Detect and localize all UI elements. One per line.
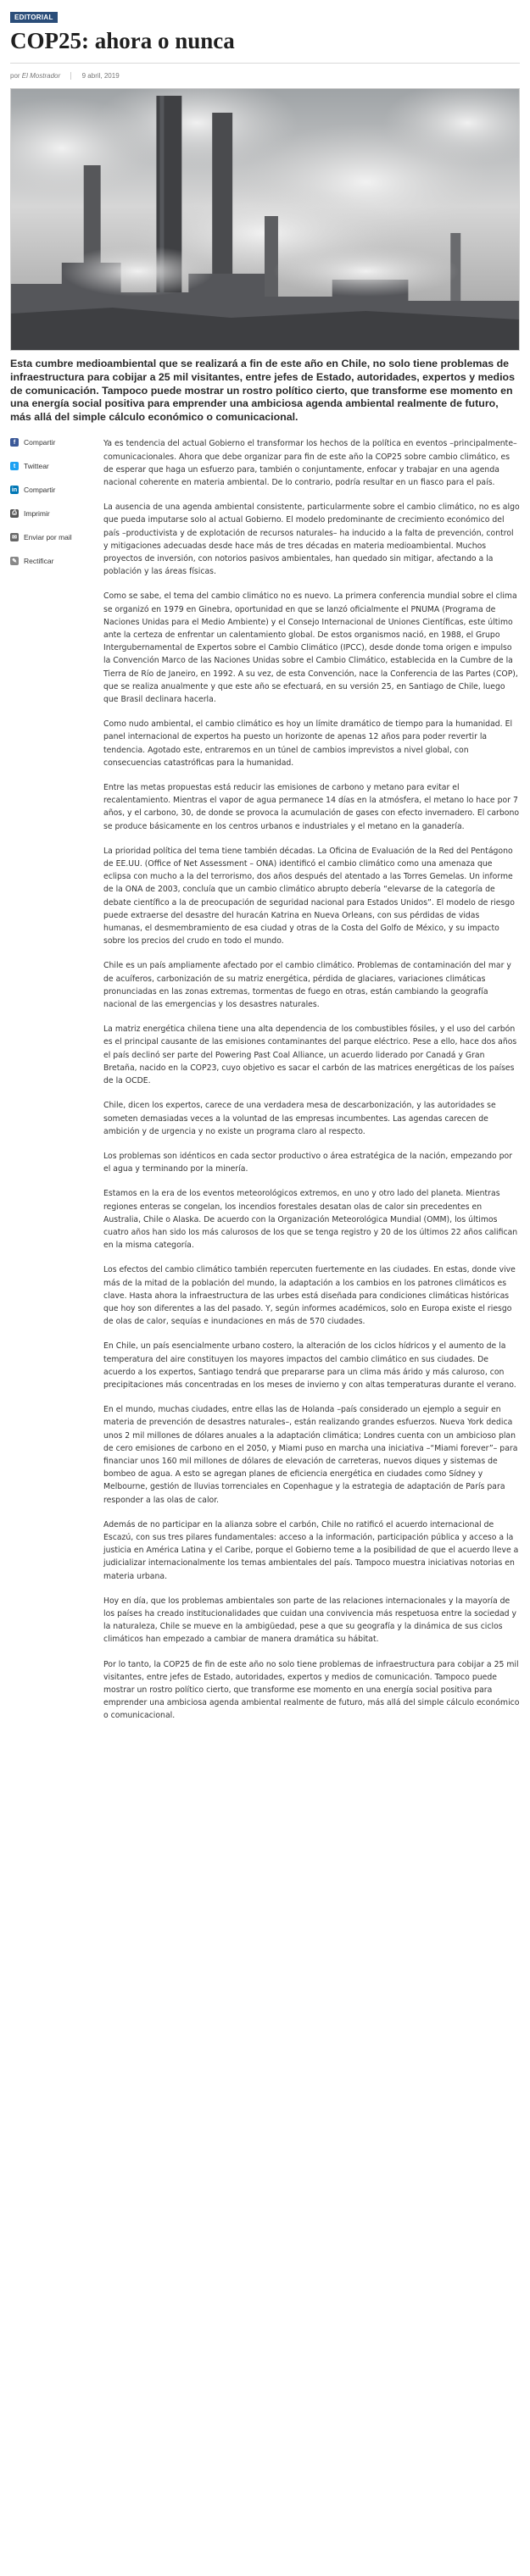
share-label: Compartir [24, 486, 56, 495]
article-paragraph: La matriz energética chilena tiene una alta dependencia de los combustibles fósiles, y el uso del carbón es el principal causante de las emisiones contaminantes del parque eléctrico. Pese a ello, hace dos años el país declinó ser parte del Powering Past Coal Alliance, un acuerdo liderado por Canadá y Gran Bretaña, nacido en la COP23, cuyo objetivo es sacar el carbón de las matrices energéticas de los países de la OCDE. [103, 1024, 517, 1086]
article-paragraph: Chile, dicen los expertos, carece de una verdadera mesa de descarbonización, y las autoridades se someten demasiadas veces a la voluntad de las empresas incumbentes. Las agendas carecen de ambición y de urgencia y no existe un programa claro al respecto. [103, 1101, 496, 1136]
share-label: Compartir [24, 438, 56, 447]
article-paragraph: La ausencia de una agenda ambiental consistente, particularmente sobre el cambio climático, no es algo que pueda imputarse solo al actual Gobierno. El modelo predominante de crecimiento económico del país –productivista y de explotación de recursos naturales– ha inducido a la falta de prevención, control y mitigaciones adecuadas desde hace más de tres décadas en materia medioambiental. Muchos proyectos de inversión, con notorios pasivos ambientales, han quedado sin mitigar, afectando a la población y las áreas físicas. [103, 502, 520, 577]
publish-date: 9 abril, 2019 [81, 72, 120, 80]
page-title: COP25: ahora o nunca [10, 28, 235, 53]
facebook-icon: f [10, 438, 19, 447]
share-label: Imprimir [24, 509, 50, 519]
article-paragraph: Entre las metas propuestas está reducir las emisiones de carbono y metano para evitar el recalentamiento. Mientras el vapor de agua permanece 14 días en la atmósfera, el metano lo hace por 7 años, y el carbono, 30, de donde se provoca la acumulación de gases con efecto invernadero. El carbono se produce básicamente en los centros urbanos e industriales y el metano en la ganadería. [103, 783, 520, 831]
mail-icon: ✉ [10, 533, 19, 541]
share-label: Twittear [24, 462, 49, 471]
article-paragraph: Por lo tanto, la COP25 de fin de este año no solo tiene problemas de infraestructura para cobijar a 25 mil visitantes, entre jefes de Estado, autoridades, expertos y medios de comunicación. Tampoco puede mostrar un rostro político cierto, que transforme ese momento en una energía social positiva para emprender una ambiciosa agenda ambiental realmente de futuro, más allá del simple cálculo económico o comunicacional. [103, 1659, 520, 1721]
article-paragraph: Los efectos del cambio climático también repercuten fuertemente en las ciudades. En estas, donde vive más de la mitad de la población del mundo, la adaptación a los cambios en los patrones climáticos es clave. Hasta ahora la infraestructura de las urbes está diseñada para condiciones climáticas históricas que hoy son diferentes a las del pasado. Y, según informes académicos, solo en Europa existe el riesgo de olas de calor, sequías e inundaciones en más de 570 ciudades. [103, 1265, 516, 1327]
hero-image [10, 88, 520, 351]
print-icon: ⎙ [10, 509, 19, 518]
lead-paragraph: Esta cumbre medioambiental que se realizará a fin de este año en Chile, no solo tiene problemas de infraestructura para cobijar a 25 mil visitantes, entre jefes de Estado, autoridades, expertos y medios de comunicación. Tampoco puede mostrar un rostro político cierto, que transforme ese momento en una energía social positiva para emprender una ambiciosa agenda ambiental realmente de futuro, más allá del simple cálculo económico o comunicacional. [10, 358, 515, 423]
article-paragraph: Estamos en la era de los eventos meteorológicos extremos, en uno y otro lado del planeta. Mientras regiones enteras se congelan, los incendios forestales desatan olas de calor sin precedentes en Australia, Chile o Alaska. De acuerdo con la Organización Meteorológica Mundial (OMM), los últimos cuatro años han sido los más calurosos de los que se tenga registro y 20 de los últimos 22 años califican en la misma categoría. [103, 1189, 518, 1251]
article-paragraph: Los problemas son idénticos en cada sector productivo o área estratégica de la nación, empezando por el agua y terminando por la minería. [103, 1151, 513, 1174]
article-paragraph: En el mundo, muchas ciudades, entre ellas las de Holanda –país considerado un ejemplo a seguir en materia de prevención de desastres naturales–, están realizando grandes esfuerzos. Nueva York dedica unos 2 mil millones de dólares anuales a la adaptación climática; Londres cuenta con un ambicioso plan de cero emisiones de carbono en el 2050, y Miami puso en marcha una iniciativa –“Miami forever”– para financiar unos 160 mil millones de dólares de elevación de carreteras, nuevos diques y sistemas de bombeo de agua. A esto se agregan planes de eficiencia energética en ciudades como Sídney y Melbourne, gestión de lluvias torrenciales en Copenhague y la estrategia de adaptación de París para responder a las olas de calor. [103, 1405, 518, 1505]
twitter-icon: t [10, 462, 19, 470]
article-paragraph: Ya es tendencia del actual Gobierno el transformar los hechos de la política en eventos –principalmente– comunicacionales. Ahora que debe organizar para fin de este año la COP25 sobre cambio climático, es de esperar que haga un esfuerzo para, también o conjuntamente, enfocar y trabajar en una agenda nacional coherente en materia ambiental. De lo contrario, podría resultar en un fiasco para el país. [103, 439, 517, 487]
linkedin-icon: in [11, 486, 18, 493]
byline-prefix: por [10, 72, 20, 80]
share-edit-button[interactable] [10, 556, 92, 566]
share-mail-button[interactable] [10, 532, 92, 542]
share-bar [10, 437, 92, 580]
article-paragraph: Además de no participar en la alianza sobre el carbón, Chile no ratificó el acuerdo internacional de Escazú, con sus tres pilares fundamentales: acceso a la información, participación pública y acceso a la justicia en América Latina y el Caribe, porque el Gobierno teme a la posibilidad de que el acuerdo lleve a judicializar internacionalmente los temas ambientales del país. Tampoco muestra iniciativas notorias en materia urbana. [103, 1519, 519, 1581]
article-paragraph: La prioridad política del tema tiene también décadas. La Oficina de Evaluación de la Red del Pentágono de EE.UU. (Office of Net Assessment – ONA) identificó el cambio climático como una amenaza que eclipsa con mucho a la del terrorismo, dos años después del atentado a las Torres Gemelas. Un informe de la ONA de 2003, concluía que un cambio climático abrupto debería “elevarse de la categoría de debate científico a la de preocupación de seguridad nacional para Estados Unidos”. El modelo de riesgo puede extraerse del desastre del huracán Katrina en Nueva Orleans, con sus pérdidas de vidas humanas, el desmembramiento de esa ciudad y otras de la Costa del Golfo de México, y su impacto sobre los precios del crudo en todo el mundo. [103, 846, 515, 947]
article-paragraph: Hoy en día, que los problemas ambientales son parte de las relaciones internacionales y la mayoría de los países ha creado institucionalidades que cuidan una convivencia más respetuosa entre la sociedad y la naturaleza, Chile se mueve en la ambigüedad, pese a que su geografía y la dinámica de sus ciclos climáticos han empezado a cambiar de manera dramática su hábitat. [103, 1596, 517, 1645]
article-paragraph: En Chile, un país esencialmente urbano costero, la alteración de los ciclos hídricos y el aumento de la temperatura del aire constituyen los mayores impactos del cambio climático en sus ciudades. De acuerdo a los expertos, Santiago tendrá que prepararse para un clima más árido y más caluroso, con precipitaciones más concentradas en los meses de invierno y con altas temperaturas durante el verano. [103, 1341, 516, 1390]
article-body [103, 437, 520, 1722]
byline-separator [70, 72, 71, 80]
share-label: Enviar por mail [24, 533, 72, 542]
article-paragraph: Como se sabe, el tema del cambio climático no es nuevo. La primera conferencia mundial sobre el clima se organizó en 1979 en Ginebra, oportunidad en que se lanzó oficialmente el PNUMA (Programa de Naciones Unidas para el Medio Ambiente) y el Consejo Internacional de Uniones Científicas, este último ante la certeza de enfrentar un calentamiento global. De estos organismos nació, en 1988, el Grupo Intergubernamental de Expertos sobre el Cambio Climático (IPCC), desde donde toma origen e impulso la Convención Marco de las Naciones Unidas sobre el Cambio Climático, establecida en la Cumbre de la Tierra de Río de Janeiro, en 1992. A su vez, de esta Convención, nace la Conferencia de las Partes (COP), que se realiza anualmente y que este año se efectuará, en su versión 25, en Santiago de Chile, luego que Brasil declinara hacerla. [103, 591, 518, 705]
hero-illustration [11, 89, 519, 350]
share-facebook-button[interactable] [10, 437, 92, 447]
share-print-button[interactable] [10, 508, 92, 519]
article-paragraph: Como nudo ambiental, el cambio climático es hoy un límite dramático de tiempo para la humanidad. El panel internacional de expertos ha puesto un horizonte de apenas 12 años para poder revertir la tendencia. Agotado este, entraremos en un túnel de cambios imprevistos a nivel global, con consecuencias catastróficas para la humanidad. [103, 719, 513, 768]
share-linkedin-button[interactable] [10, 485, 92, 495]
article-header [0, 0, 530, 88]
author-link[interactable]: El Mostrador [21, 72, 61, 80]
share-twitter-button[interactable] [10, 461, 92, 471]
byline [10, 64, 520, 88]
article-paragraph: Chile es un país ampliamente afectado por el cambio climático. Problemas de contaminación del mar y de acuíferos, carbonización de su matriz energética, pérdida de glaciares, variaciones climáticas pronunciadas en las zonas extremas, tormentas de fuego en otras, están cambiando la geografía nacional de las emergencias y los desastres naturales. [103, 961, 511, 1010]
edit-icon: ✎ [10, 557, 19, 565]
share-label: Rectificar [24, 557, 54, 566]
article-body-wrap [10, 437, 520, 1722]
section-tag[interactable]: EDITORIAL [10, 12, 58, 23]
